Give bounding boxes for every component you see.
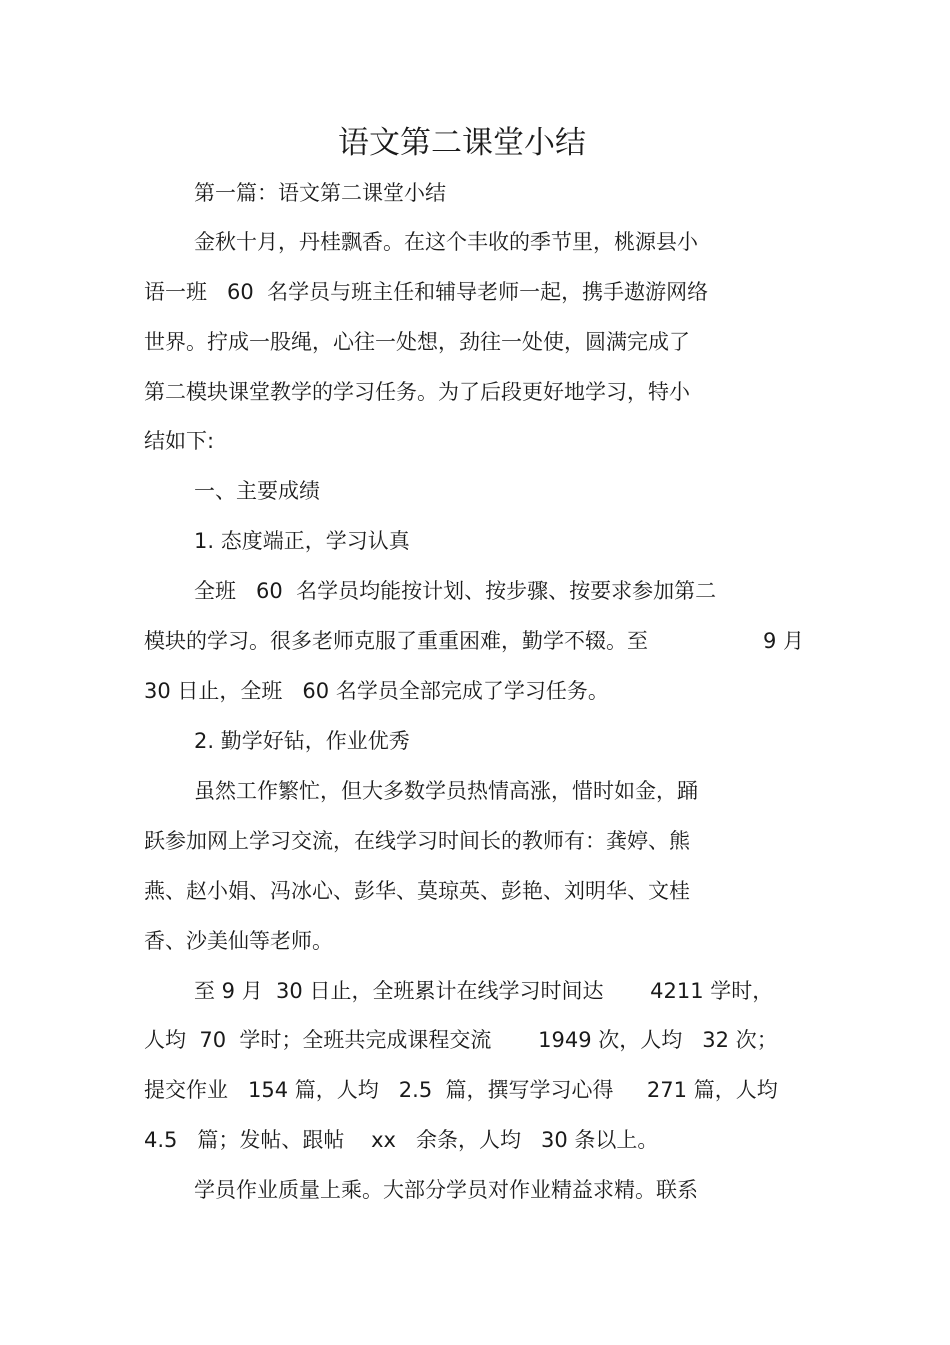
paragraph-line: 人均 70 学时；全班共完成课程交流 1949 次，人均 32 次； <box>144 1028 778 1052</box>
paragraph-line-end: 9 月 <box>763 629 805 653</box>
subsection-heading: 2. 勤学好钻，作业优秀 <box>194 729 410 753</box>
paragraph-line: 模块的学习。很多老师克服了重重困难，勤学不辍。至 <box>144 629 648 653</box>
paragraph-line: 语一班 60 名学员与班主任和辅导老师一起，携手遨游网络 <box>144 280 709 304</box>
paragraph-line: 虽然工作繁忙，但大多数学员热情高涨，惜时如金，踊 <box>194 779 698 803</box>
paragraph-line: 全班 60 名学员均能按计划、按步骤、按要求参加第二 <box>194 579 717 603</box>
paragraph-line: 跃参加网上学习交流，在线学习时间长的教师有：龚婷、熊 <box>144 829 690 853</box>
paragraph-line: 结如下: <box>144 429 215 453</box>
document-title: 语文第二课堂小结 <box>338 125 586 161</box>
paragraph-line: 燕、赵小娟、冯冰心、彭华、莫琼英、彭艳、刘明华、文桂 <box>144 879 690 903</box>
paragraph-line: 30 日止，全班 60 名学员全部完成了学习任务。 <box>144 679 609 703</box>
document-subtitle: 第一篇：语文第二课堂小结 <box>194 181 446 205</box>
paragraph-line: 第二模块课堂教学的学习任务。为了后段更好地学习，特小 <box>144 380 690 404</box>
paragraph-line: 香、沙美仙等老师。 <box>144 929 333 953</box>
subsection-heading: 1. 态度端正，学习认真 <box>194 529 410 553</box>
section-heading: 一、主要成绩 <box>194 479 320 503</box>
paragraph-line: 学员作业质量上乘。大部分学员对作业精益求精。联系 <box>194 1178 698 1202</box>
paragraph-line: 至 9 月 30 日止，全班累计在线学习时间达 4211 学时， <box>194 979 774 1003</box>
paragraph-line: 世界。拧成一股绳，心往一处想，劲往一处使，圆满完成了 <box>144 330 690 354</box>
paragraph-line: 4.5 篇；发帖、跟帖 xx 余条，人均 30 条以上。 <box>144 1128 659 1152</box>
paragraph-line: 金秋十月，丹桂飘香。在这个丰收的季节里，桃源县小 <box>194 230 698 254</box>
paragraph-line: 提交作业 154 篇，人均 2.5 篇，撰写学习心得 271 篇，人均 <box>144 1078 778 1102</box>
